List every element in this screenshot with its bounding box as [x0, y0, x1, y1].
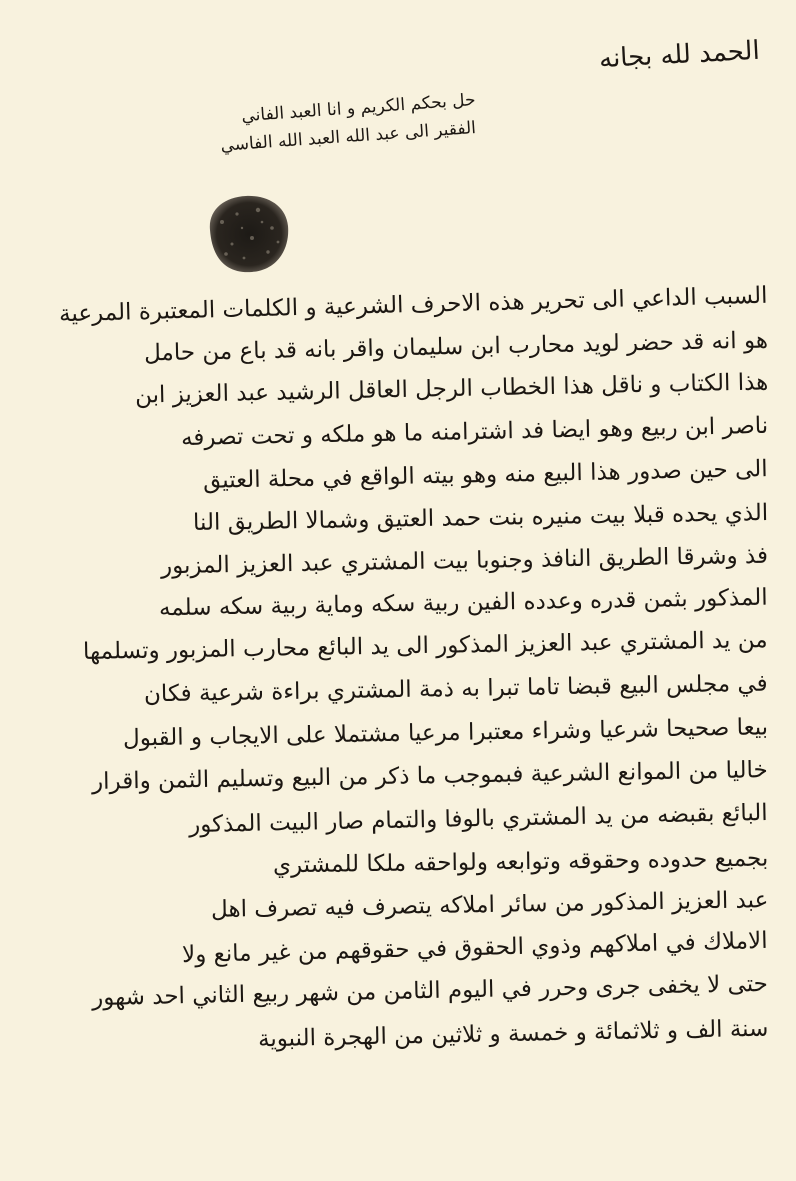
body-line: حتى لا يخفى جرى وحرر في اليوم الثامن من شهر ربيع الثاني احد شهور [91, 970, 769, 1012]
document-heading: الحمد لله بجانه [598, 35, 761, 75]
margin-note-line-2: الفقير الى عبد الله العبد الله الفاسي [220, 118, 477, 156]
body-line: الاملاك في املاكهم وذوي الحقوق في حقوقهم من غير مانع ولا [182, 927, 769, 969]
body-line: البائع بقبضه من يد المشتري بالوفا والتمام صار البيت المذكور [189, 799, 769, 839]
body-line: ناصر ابن ربيع وهو ايضا فد اشترامنه ما هو ملكه و تحت تصرفه [180, 412, 769, 452]
body-line: بجميع حدوده وحقوقه وتوابعه ولواحقه ملكا للمشتري [272, 845, 769, 879]
ink-seal [202, 192, 292, 276]
body-line: في مجلس البيع قبضا تاما تبرا به ذمة المشتري براءة شرعية فكان [144, 670, 769, 708]
body-line: عبد العزيز المذكور من سائر املاكه يتصرف فيه تصرف اهل [210, 887, 769, 923]
body-line: الى حين صدور هذا البيع منه وهو بيته الواقع في محلة العتيق [203, 456, 769, 494]
body-line: خاليا من الموانع الشرعية فبموجب ما ذكر من البيع وتسليم الثمن واقرار [91, 757, 769, 795]
body-line: سنة الف و ثلاثمائة و خمسة و ثلاثين من الهجرة النبوية [257, 1015, 769, 1053]
margin-note-line-1: حل بحكم الكريم و انا العبد الفاني [241, 90, 477, 127]
body-line: المذكور بثمن قدره وعدده الفين ربية سكه وماية ربية سكه سلمه [159, 584, 769, 622]
body-line: هو انه قد حضر لويد محارب ابن سليمان واقر بانه قد باع من حامل [143, 327, 769, 367]
body-line: من يد المشتري عبد العزيز المذكور الى يد البائع محارب المزبور وتسلمها [83, 627, 769, 665]
body-line: فذ وشرقا الطريق النافذ وجنوبا بيت المشتري عبد العزيز المزبور [160, 542, 769, 580]
body-line: السبب الداعي الى تحرير هذه الاحرف الشرعية و الكلمات المعتبرة المرعية [59, 282, 769, 328]
body-line: الذي يحده قبلا بيت منيره بنت حمد العتيق وشمالا الطريق النا [192, 499, 769, 537]
body-line: هذا الكتاب و ناقل هذا الخطاب الرجل العاقل الرشيد عبد العزيز ابن [134, 369, 769, 409]
body-line: بيعا صحيحا شرعيا وشراء معتبرا مرعيا مشتملا على الايجاب و القبول [122, 714, 769, 752]
